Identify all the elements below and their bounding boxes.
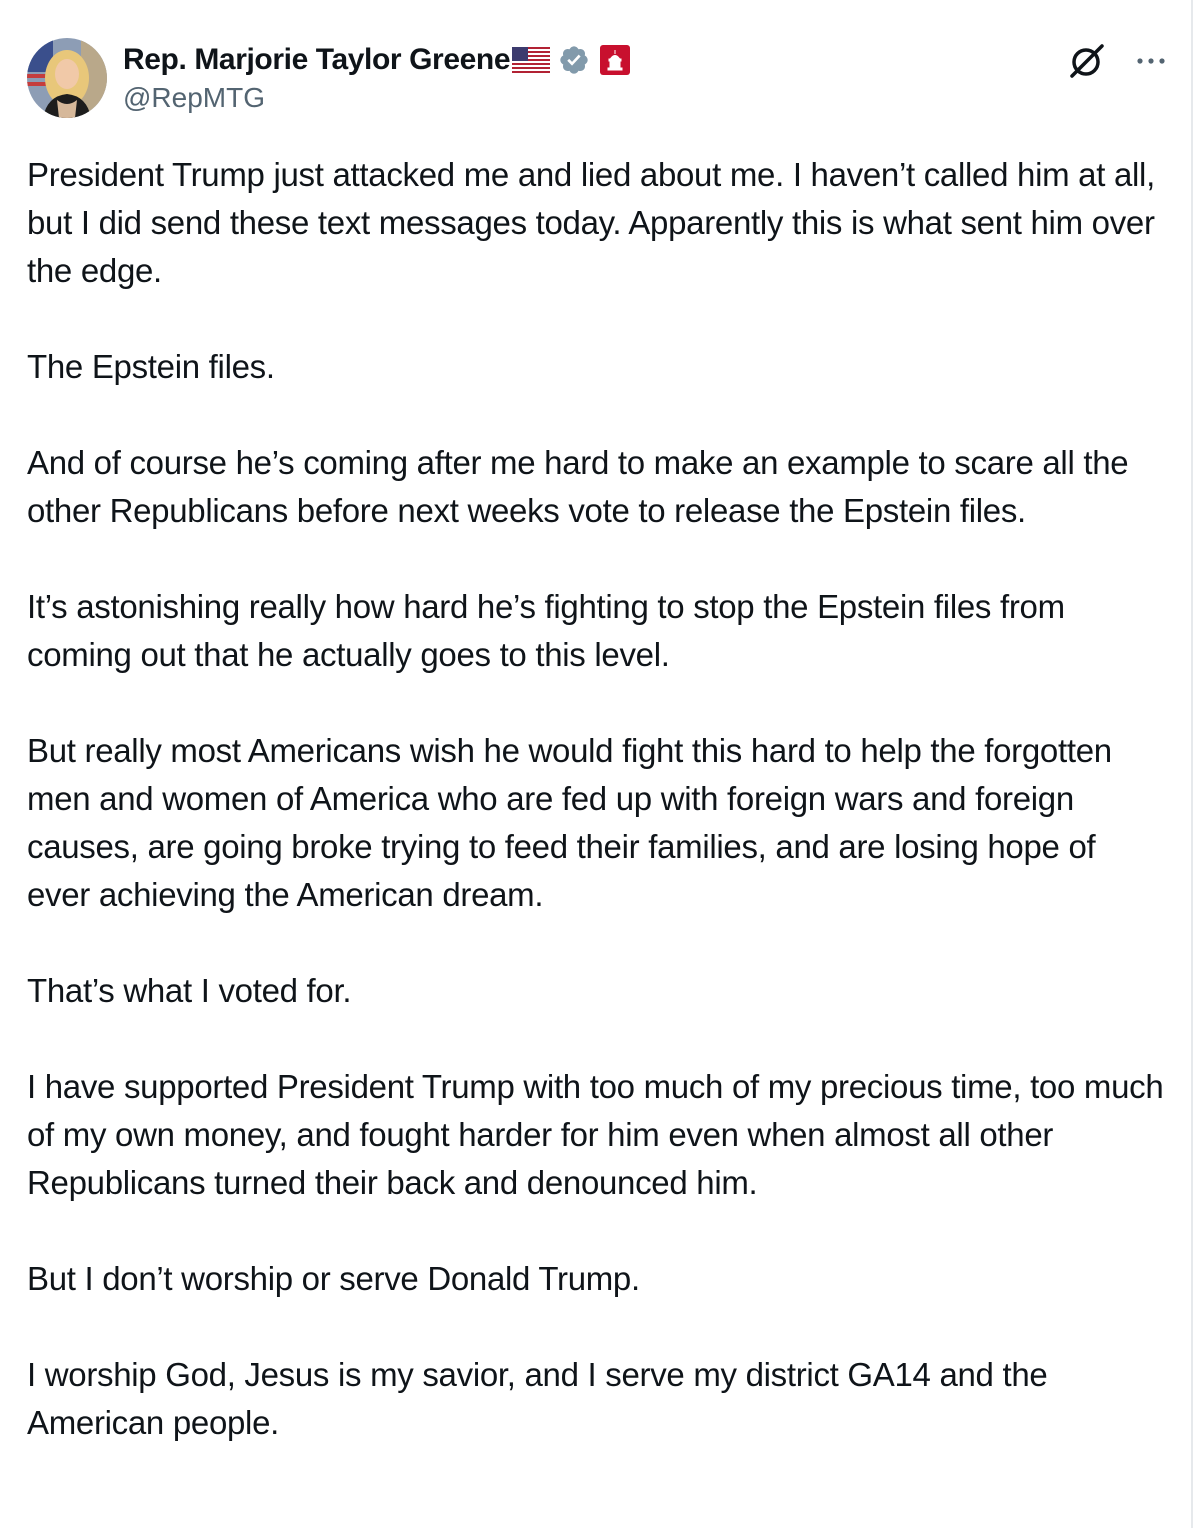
tweet-header [27,38,1168,120]
author-handle[interactable]: @RepMTG [123,82,265,113]
tweet-paragraph: But really most Americans wish he would fight this hard to help the forgotten men and women of America who are fed up with foreign wars and foreign causes, are going broke trying to feed their families, and are losing hope of ever achieving the American dream. [27,732,1112,913]
tweet-paragraph: It’s astonishing really how hard he’s fighting to stop the Epstein files from coming out that he actually goes to this level. [27,588,1065,673]
tweet-paragraph: President Trump just attacked me and lied about me. I haven’t called him at all, but I did send these text messages today. Apparently this is what sent him over the edge. [27,156,1155,289]
tweet-text [27,151,1167,1495]
verified-badge-icon[interactable] [558,44,590,76]
tweet-paragraph: But I don’t worship or serve Donald Trump. [27,1260,640,1297]
timeline-border [1191,0,1193,1528]
tweet-paragraph: The Epstein files. [27,348,275,385]
author-display-name[interactable]: Rep. Marjorie Taylor Greene [123,43,511,76]
more-options-icon[interactable] [1134,44,1168,78]
tweet-paragraph: I worship God, Jesus is my savior, and I serve my district GA14 and the American people. [27,1356,1048,1441]
tweet-paragraph: That’s what I voted for. [27,972,352,1009]
tweet-paragraph: And of course he’s coming after me hard to make an example to scare all the other Republicans before next weeks vote to release the Epstein files. [27,444,1129,529]
tweet-paragraph: I have supported President Trump with too much of my precious time, too much of my own money, and fought harder for him even when almost all other Republicans turned their back and denounced him. [27,1068,1164,1201]
grok-icon[interactable] [1068,42,1106,80]
avatar[interactable] [27,38,107,118]
us-flag-icon [512,47,550,73]
government-affiliation-icon[interactable] [600,45,630,75]
